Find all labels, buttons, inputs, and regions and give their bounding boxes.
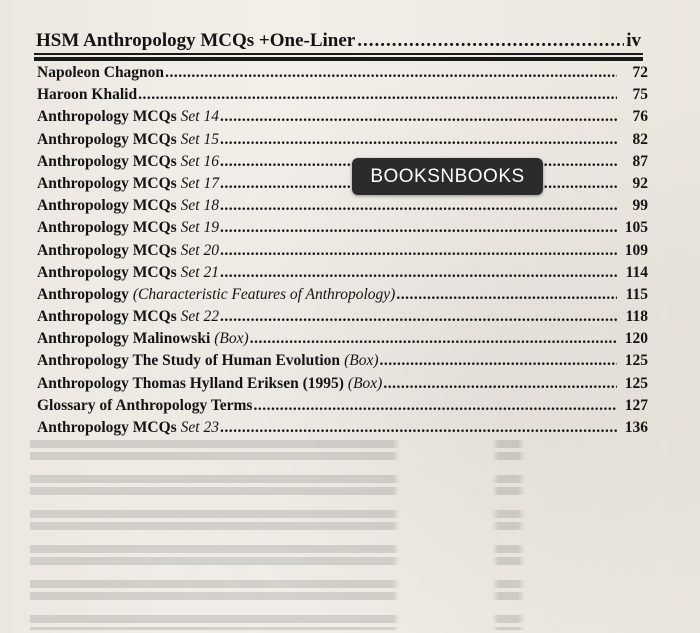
toc-leader-dots [220,242,617,260]
toc-entry-subtitle: Set 17 [180,174,219,192]
toc-leader-dots [220,308,617,326]
watermark-badge: BOOKSNBOOKS [352,158,543,195]
toc-entry-title: Anthropology [37,285,129,303]
toc-leader-dots [220,419,617,437]
toc-entry-title: Glossary of Anthropology Terms [37,396,253,414]
toc-leader-dots [383,375,617,393]
toc-entry-subtitle: Set 21 [180,263,219,281]
toc-page-number: 75 [632,86,648,104]
toc-leader-dots [379,352,617,370]
toc-page-number: 72 [632,64,648,81]
toc-entry-subtitle: (Characteristic Features of Anthropology) [132,285,396,303]
toc-entry-title: Napoleon Chagnon [37,64,165,81]
toc-entry [37,219,648,241]
toc-page-number: 120 [624,330,648,348]
header-rule-thick [34,57,643,61]
toc-entry [37,286,648,308]
toc-page-number: 114 [625,263,648,281]
table-of-contents [37,64,648,441]
toc-entry-title: Anthropology MCQs [37,219,177,237]
toc-page-number: 125 [624,374,648,392]
toc-leader-dots [220,219,617,237]
toc-entry-title: Anthropology The Study of Human Evolution [37,352,341,370]
toc-entry-title: Anthropology MCQs [37,419,177,436]
toc-entry-title: Anthropology MCQs [37,174,177,192]
toc-entry [37,153,648,175]
toc-page-number: 125 [624,352,648,370]
toc-entry-subtitle: (Box) [344,352,379,370]
toc-leader-dots [250,330,617,348]
toc-entry-title: Anthropology MCQs [37,308,177,326]
toc-entry [37,397,648,419]
toc-entry [37,131,648,153]
toc-page-number: 99 [632,197,648,215]
toc-leader-dots [138,86,617,104]
toc-page-number: 105 [624,219,648,237]
toc-entry [37,375,648,397]
toc-leader-dots [220,131,617,149]
toc-leader-dots [165,64,617,82]
toc-entry-subtitle: Set 14 [180,108,219,126]
toc-leader-dots [220,264,617,282]
toc-leader-dots [220,197,617,215]
toc-entry [37,264,648,286]
header-title: HSM Anthropology MCQs +One-Liner [36,30,356,51]
toc-entry [37,108,648,130]
running-header [36,30,641,52]
toc-leader-dots [253,397,617,415]
toc-entry-title: Anthropology MCQs [37,130,177,148]
toc-page-number: 92 [632,174,648,192]
toc-leader-dots [220,108,617,126]
toc-entry-subtitle: Set 16 [180,152,219,170]
toc-entry-title: Anthropology MCQs [37,263,177,281]
toc-entry [37,352,648,374]
toc-page-number: 127 [624,396,648,414]
toc-entry-subtitle: Set 18 [180,197,219,215]
toc-page-number: 82 [632,130,648,148]
toc-page-number: 118 [625,308,648,326]
toc-entry-title: Haroon Khalid [37,86,138,104]
show-through-text [30,440,690,630]
toc-page-number: 76 [632,108,648,126]
toc-leader-dots [396,286,617,304]
toc-entry-subtitle: (Box) [347,374,383,392]
toc-entry [37,330,648,352]
toc-page-number: 136 [624,419,648,436]
toc-entry [37,419,648,441]
toc-entry [37,64,648,86]
toc-entry-subtitle: Set 23 [180,419,219,436]
toc-entry-subtitle: Set 22 [180,308,219,326]
toc-entry-subtitle: (Box) [214,330,249,348]
toc-entry [37,175,648,197]
toc-entry-title: Anthropology Malinowski [37,330,211,348]
toc-entry-title: Anthropology MCQs [37,241,177,259]
toc-entry-subtitle: Set 19 [180,219,219,237]
header-leader-dots [357,30,624,52]
toc-entry-subtitle: Set 15 [180,130,219,148]
toc-page-number: 115 [625,285,648,303]
header-page-number: iv [626,30,641,51]
toc-entry [37,308,648,330]
toc-entry [37,197,648,219]
toc-entry-title: Anthropology Thomas Hylland Eriksen (1995) [37,374,344,392]
toc-entry [37,242,648,264]
toc-entry-subtitle: Set 20 [180,241,219,259]
toc-entry-title: Anthropology MCQs [37,197,177,215]
toc-page-number: 109 [624,241,648,259]
toc-page-number: 87 [632,152,648,170]
toc-entry-title: Anthropology MCQs [37,108,177,126]
header-rule-thin [34,53,643,55]
toc-entry [37,86,648,108]
toc-entry-title: Anthropology MCQs [37,152,177,170]
